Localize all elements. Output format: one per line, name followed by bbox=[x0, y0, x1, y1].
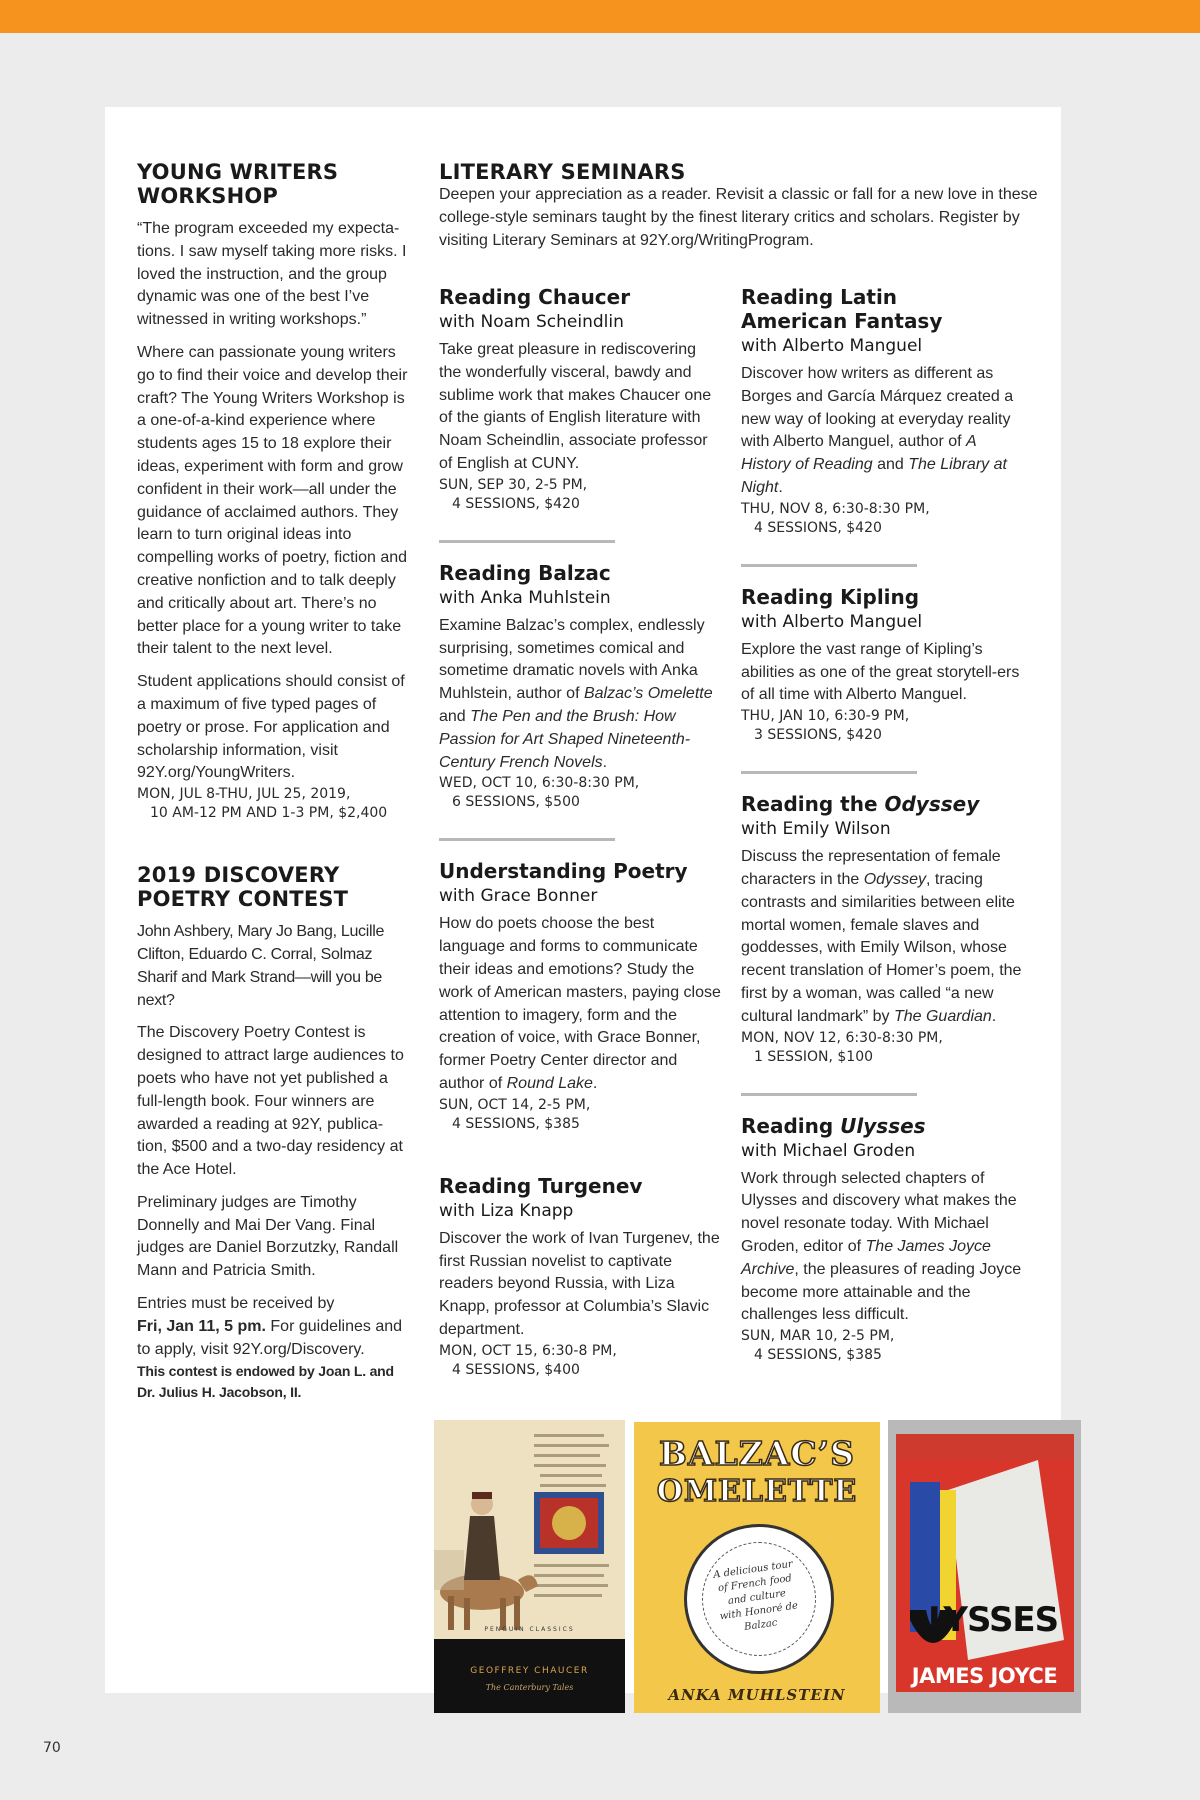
seminar-odyssey-desc-em: Odyssey bbox=[863, 870, 926, 888]
divider-rule bbox=[741, 771, 917, 774]
seminar-poetry-sessions: 4 SESSIONS, $385 bbox=[452, 1115, 580, 1132]
young-writers-title bbox=[137, 160, 412, 208]
discovery-judges: Preliminary judges are Timothy Donnelly and Mai Der Vang. Final judges are Daniel Borzutzky, Randall Mann and Patricia Smith. bbox=[137, 1193, 399, 1280]
seminar-kipling bbox=[741, 585, 1023, 745]
plate-text: A delicious tour of French food and culture with Honoré de Balzac bbox=[712, 1558, 799, 1633]
seminar-kipling-schedule bbox=[741, 707, 1023, 745]
seminar-ulysses-desc-pre: Work through selected chapters of Ulysses and discovery what makes the novel resonate today. With Michael Groden, editor of bbox=[741, 1169, 1017, 1255]
seminar-balzac-title: Reading Balzac bbox=[439, 560, 611, 585]
page-number: 70 bbox=[43, 1740, 61, 1756]
young-writers-schedule-line1: MON, JUL 8-THU, JUL 25, 2019, bbox=[137, 786, 351, 803]
seminar-latin-instructor: with Alberto Manguel bbox=[741, 336, 923, 356]
seminar-chaucer-sessions: 4 SESSIONS, $420 bbox=[452, 495, 580, 512]
seminar-balzac-desc-mid: and bbox=[439, 707, 471, 725]
seminar-latin-desc-pre: Discover how writers as different as Borges and García Márquez created a new way of looking at everyday reality with Alberto Manguel, author of bbox=[741, 365, 1014, 451]
discovery-title-line2: POETRY CONTEST bbox=[137, 887, 349, 912]
seminar-turgenev bbox=[439, 1174, 721, 1380]
divider-rule bbox=[439, 540, 615, 543]
ulysses-cover-image bbox=[888, 1420, 1081, 1713]
seminar-ulysses-title bbox=[741, 1114, 1023, 1138]
seminar-odyssey-sessions: 1 SESSION, $100 bbox=[754, 1048, 874, 1065]
seminar-ulysses-title-pre: Reading bbox=[741, 1113, 841, 1138]
seminar-turgenev-when: MON, OCT 15, 6:30-8 PM, bbox=[439, 1342, 617, 1359]
seminar-chaucer-instructor: with Noam Scheindlin bbox=[439, 312, 624, 332]
seminar-odyssey-title-em: Odyssey bbox=[884, 792, 980, 817]
seminars-header bbox=[439, 160, 1039, 252]
seminar-balzac-when: WED, OCT 10, 6:30-8:30 PM, bbox=[439, 775, 640, 792]
seminar-latin-when: THU, NOV 8, 6:30-8:30 PM, bbox=[741, 500, 930, 517]
seminar-poetry-desc-pre: How do poets choose the best language and forms to communicate their ideas and emotions? Study the work of American masters, paying close attention to imagery, form and the creation of voice, with Grace Bonner, former Poetry Center director and author of bbox=[439, 915, 721, 1092]
seminar-chaucer-title: Reading Chaucer bbox=[439, 285, 631, 309]
seminar-odyssey-schedule bbox=[741, 1029, 1023, 1067]
seminars-intro: Deepen your appreciation as a reader. Revisit a classic or fall for a new love in these college-style seminars taught by the finest literary critics and scholars. Register by visiting Literary Seminars at 92Y.org/WritingProgram. bbox=[439, 186, 1038, 249]
seminars-right-column bbox=[741, 285, 1023, 1365]
seminar-balzac-book2: The Pen and the Brush: How Passion for Art Shaped Nineteenth-Century French Novels bbox=[439, 707, 691, 771]
left-column bbox=[137, 160, 412, 1403]
seminar-ulysses-title-em: Ulysses bbox=[840, 1113, 926, 1138]
discovery-deadline: Fri, Jan 11, 5 pm. bbox=[137, 1317, 266, 1335]
seminar-ulysses-sessions: 4 SESSIONS, $385 bbox=[754, 1347, 882, 1364]
seminar-balzac-schedule bbox=[439, 774, 721, 812]
young-writers-schedule bbox=[137, 785, 412, 823]
seminar-ulysses-when: SUN, MAR 10, 2-5 PM, bbox=[741, 1328, 895, 1345]
ulysses-cover-title: LYSSES bbox=[928, 1600, 1059, 1640]
ulysses-cover-author: JAMES JOYCE bbox=[911, 1664, 1058, 1688]
discovery-endowed-line1: This contest is endowed by Joan L. and bbox=[137, 1363, 394, 1380]
seminar-chaucer-desc: Take great pleasure in rediscovering the wonderfully visceral, bawdy and sublime work that makes Chaucer one of the giants of English literature with Noam Scheindlin, associate professor of English at CUNY. bbox=[439, 341, 712, 472]
seminar-ulysses-instructor: with Michael Groden bbox=[741, 1140, 916, 1161]
seminar-chaucer-when: SUN, SEP 30, 2-5 PM, bbox=[439, 476, 588, 493]
seminar-odyssey-desc-mid: , tracing contrasts and similarities between elite mortal women, female slaves and goddesses, with Emily Wilson, whose recent translation of Homer’s poem, the first by a woman, was called “a new cultural landmark” by bbox=[741, 870, 1022, 1025]
seminar-ulysses-schedule bbox=[741, 1327, 1023, 1365]
seminar-latin-desc bbox=[741, 363, 1023, 500]
plate-illustration bbox=[684, 1524, 834, 1674]
young-writers-title-line1: YOUNG WRITERS bbox=[137, 160, 339, 184]
seminar-latin-schedule bbox=[741, 500, 1023, 538]
illuminated-manuscript-illustration bbox=[434, 1420, 625, 1639]
balzacs-omelette-cover-image bbox=[634, 1422, 880, 1713]
seminar-poetry-desc bbox=[439, 913, 721, 1095]
young-writers-body: Where can passionate young writers go to find their voice and develop their craft? The Young Writers Workshop is a one-of-a-kind experience where students ages 15 to 18 explore their ideas, experiment with form and grow confident in their work—all under the guidance of acclaimed authors. They learn to turn original ideas into compelling works of poetry, fiction and creative nonfiction and to talk deeply and critically about art. There’s no better place for a young writer to take their talent to the next level. bbox=[137, 343, 408, 658]
seminar-kipling-desc: Explore the vast range of Kipling’s abilities as one of the great storytell-ers of all time with Alberto Manguel. bbox=[741, 640, 1020, 704]
discovery-title bbox=[137, 863, 412, 911]
seminar-poetry bbox=[439, 859, 721, 1133]
divider-rule bbox=[439, 838, 615, 841]
discovery-intro: John Ashbery, Mary Jo Bang, Lucille Clifton, Eduardo C. Corral, Solmaz Sharif and Mark Strand—will you be next? bbox=[137, 923, 385, 1009]
seminar-odyssey-when: MON, NOV 12, 6:30-8:30 PM, bbox=[741, 1029, 943, 1046]
seminar-balzac-desc-end: . bbox=[602, 753, 608, 771]
seminar-turgenev-instructor: with Liza Knapp bbox=[439, 1200, 574, 1221]
seminar-odyssey-desc-em2: The Guardian bbox=[893, 1007, 992, 1025]
seminar-poetry-desc-end: . bbox=[592, 1074, 598, 1092]
seminar-odyssey-desc-pre: Discuss the representation of female characters in the bbox=[741, 848, 1001, 888]
seminar-balzac-book1: Balzac’s Omelette bbox=[583, 685, 713, 703]
seminar-odyssey-instructor: with Emily Wilson bbox=[741, 819, 891, 840]
canterbury-tales-cover-image bbox=[434, 1420, 625, 1713]
penguin-classics-label: PENGUIN CLASSICS bbox=[484, 1626, 575, 1633]
seminar-turgenev-schedule bbox=[439, 1342, 721, 1380]
seminar-ulysses-book: The James Joyce Archive bbox=[741, 1237, 991, 1278]
spacer bbox=[439, 1134, 721, 1174]
young-writers-title-line2: WORKSHOP bbox=[137, 184, 279, 208]
cover-band bbox=[434, 1639, 625, 1713]
seminar-latin-sessions: 4 SESSIONS, $420 bbox=[754, 519, 882, 536]
discovery-title-line1: 2019 DISCOVERY bbox=[137, 863, 340, 888]
discovery-entries-post: For guidelines and to apply, visit 92Y.org/Discovery. bbox=[137, 1317, 403, 1358]
seminar-turgenev-title: Reading Turgenev bbox=[439, 1173, 643, 1198]
seminar-latin-title-line2: American Fantasy bbox=[741, 309, 943, 333]
seminar-kipling-when: THU, JAN 10, 6:30-9 PM, bbox=[741, 708, 910, 725]
seminar-latin-book2: The Library at Night bbox=[741, 456, 1007, 496]
chaucer-cover-title: The Canterbury Tales bbox=[485, 1683, 574, 1692]
seminar-poetry-instructor: with Grace Bonner bbox=[439, 886, 598, 907]
seminar-balzac-desc-pre: Examine Balzac’s complex, endlessly surprising, sometimes comical and sometime dramatic novels with Anka Muhlstein, author of bbox=[439, 616, 705, 703]
seminar-balzac-instructor: with Anka Muhlstein bbox=[439, 587, 611, 608]
discovery-body: The Discovery Poetry Contest is designed to attract large audiences to poets who have not yet published a full-length book. Four winners are awarded a reading at 92Y, publica-tion, $500 and a two-day residency at the Ace Hotel. bbox=[137, 1024, 404, 1179]
seminar-balzac bbox=[439, 561, 721, 813]
young-writers-quote: “The program exceeded my expecta-tions. I saw myself taking more risks. I loved the instruction, and the group dynamic was one of the best I’ve witnessed in writing workshops.” bbox=[137, 220, 407, 329]
seminar-latin bbox=[741, 285, 1023, 538]
seminar-poetry-when: SUN, OCT 14, 2-5 PM, bbox=[439, 1096, 591, 1113]
discovery-endowed-line2: Dr. Julius H. Jacobson, II. bbox=[137, 1384, 302, 1401]
seminar-ulysses bbox=[741, 1114, 1023, 1366]
seminar-odyssey-title-pre: Reading the bbox=[741, 792, 885, 817]
seminar-latin-book1: A History of Reading bbox=[741, 433, 977, 474]
seminar-balzac-sessions: 6 SESSIONS, $500 bbox=[452, 794, 580, 811]
young-writers-schedule-line2: 10 AM-12 PM AND 1-3 PM, $2,400 bbox=[150, 805, 388, 822]
seminar-ulysses-desc-end: , the pleasures of reading Joyce become more attainable and the challenges less difficult. bbox=[741, 1260, 1022, 1324]
seminar-latin-title bbox=[741, 285, 1023, 333]
seminar-latin-title-line1: Reading Latin bbox=[741, 285, 898, 309]
seminar-odyssey-desc-end: . bbox=[991, 1007, 997, 1025]
seminar-poetry-book: Round Lake bbox=[506, 1074, 593, 1092]
balzac-cover-title-line2: OMELETTE bbox=[656, 1474, 858, 1509]
seminar-odyssey-title bbox=[741, 792, 1023, 816]
young-writers-applications: Student applications should consist of a maximum of five typed pages of poetry or prose. For application and scholarship information, visit 92Y.org/YoungWriters. bbox=[137, 673, 405, 782]
seminar-kipling-title: Reading Kipling bbox=[741, 584, 920, 609]
discovery-endowed bbox=[137, 1361, 412, 1403]
seminar-poetry-schedule bbox=[439, 1096, 721, 1134]
seminars-title: LITERARY SEMINARS bbox=[439, 160, 686, 184]
seminar-poetry-title: Understanding Poetry bbox=[439, 859, 688, 884]
seminar-latin-desc-end: . bbox=[778, 478, 783, 496]
seminar-odyssey-desc bbox=[741, 846, 1023, 1028]
top-accent-bar bbox=[0, 0, 1200, 33]
balzac-cover-author: ANKA MUHLSTEIN bbox=[668, 1686, 846, 1704]
discovery-entries bbox=[137, 1293, 412, 1361]
seminar-chaucer bbox=[439, 285, 721, 514]
balzac-cover-title-line1: BALZAC’S bbox=[659, 1434, 855, 1473]
seminars-middle-column bbox=[439, 285, 721, 1380]
seminar-latin-desc-mid: and bbox=[872, 456, 909, 474]
seminar-ulysses-desc bbox=[741, 1168, 1023, 1328]
divider-rule bbox=[741, 564, 917, 567]
discovery-entries-pre: Entries must be received by bbox=[137, 1295, 335, 1313]
seminar-turgenev-desc: Discover the work of Ivan Turgenev, the first Russian novelist to captivate readers beyond Russia, with Liza Knapp, professor at Columbia’s Slavic department. bbox=[439, 1229, 720, 1338]
seminar-odyssey bbox=[741, 792, 1023, 1066]
seminar-balzac-desc bbox=[439, 615, 721, 775]
seminar-kipling-sessions: 3 SESSIONS, $420 bbox=[754, 727, 882, 744]
seminar-turgenev-sessions: 4 SESSIONS, $400 bbox=[452, 1361, 580, 1378]
chaucer-cover-author: GEOFFREY CHAUCER bbox=[470, 1666, 589, 1676]
divider-rule bbox=[741, 1093, 917, 1096]
seminar-chaucer-schedule bbox=[439, 476, 721, 514]
seminar-kipling-instructor: with Alberto Manguel bbox=[741, 611, 923, 632]
